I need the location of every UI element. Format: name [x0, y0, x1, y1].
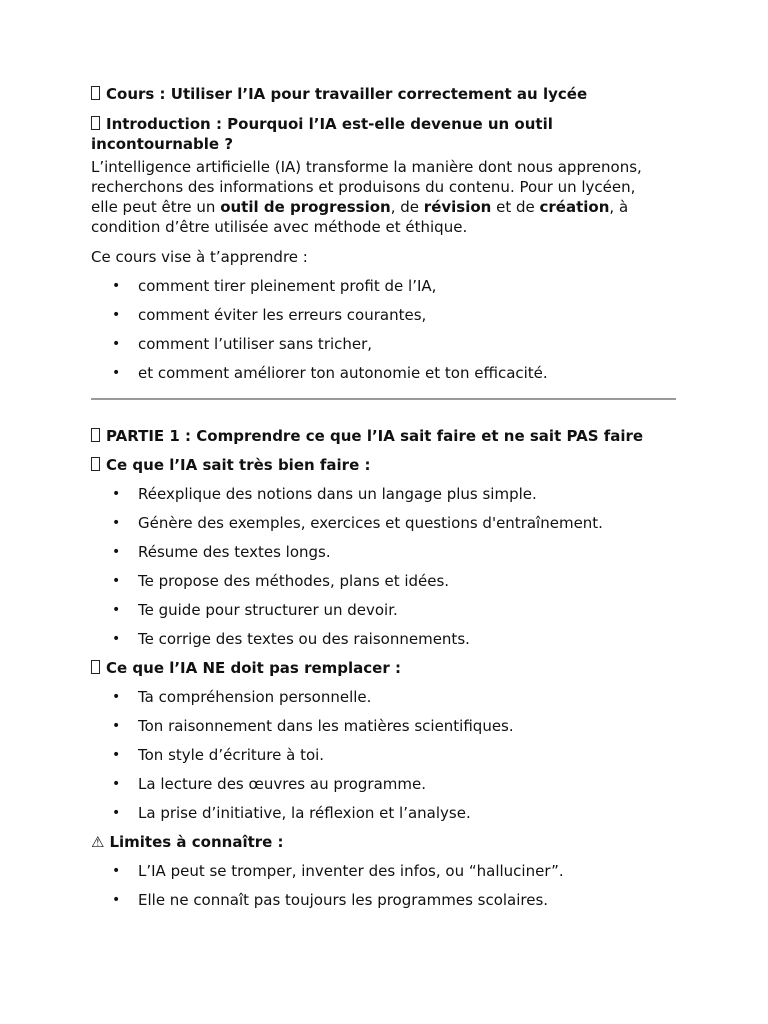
part1-heading — [91, 426, 681, 446]
warning-icon: ⚠ — [91, 833, 105, 851]
limits-list — [91, 861, 681, 910]
list-item: • comment tirer pleinement profit de l’IA, — [91, 276, 681, 296]
limits-heading-text: Limites à connaître : — [109, 833, 284, 851]
list-item: • comment l’utiliser sans tricher, — [91, 334, 681, 354]
cannot-list — [91, 687, 681, 823]
list-item: • Ton raisonnement dans les matières scientifiques. — [91, 716, 681, 736]
course-title-text: Cours : Utiliser l’IA pour travailler correctement au lycée — [106, 85, 588, 103]
can-do-heading — [91, 455, 681, 475]
intro-bold-revision: révision — [423, 198, 492, 216]
cannot-heading — [91, 658, 681, 678]
can-do-list — [91, 484, 681, 649]
list-item: • Elle ne connaît pas toujours les programmes scolaires. — [91, 890, 681, 910]
course-title — [91, 84, 681, 104]
list-item: • Te guide pour structurer un devoir. — [91, 600, 681, 620]
missing-glyph-icon — [91, 116, 100, 130]
list-item: • Réexplique des notions dans un langage plus simple. — [91, 484, 681, 504]
intro-paragraph-line-3 — [91, 197, 681, 217]
missing-glyph-icon — [91, 428, 100, 442]
missing-glyph-icon — [91, 457, 100, 471]
intro-heading-text-1: Introduction : Pourquoi l’IA est-elle devenue un outil — [106, 115, 553, 133]
intro-bold-progression: outil de progression — [220, 198, 391, 216]
cannot-heading-text: Ce que l’IA NE doit pas remplacer : — [106, 659, 401, 677]
list-item: • comment éviter les erreurs courantes, — [91, 305, 681, 325]
intro-heading — [91, 114, 681, 154]
intro-text-segment: , à — [609, 198, 629, 216]
list-item: • Ton style d’écriture à toi. — [91, 745, 681, 765]
list-item: • et comment améliorer ton autonomie et ton efficacité. — [91, 363, 681, 383]
intro-text-segment: et de — [491, 198, 540, 216]
intro-lead-in: Ce cours vise à t’apprendre : — [91, 248, 308, 266]
intro-heading-line-1 — [91, 114, 681, 134]
limits-heading — [91, 832, 681, 852]
intro-heading-line-2: incontournable ? — [91, 135, 234, 153]
list-item: • Ta compréhension personnelle. — [91, 687, 681, 707]
list-item: • Génère des exemples, exercices et questions d'entraînement. — [91, 513, 681, 533]
list-item: • La prise d’initiative, la réflexion et l’analyse. — [91, 803, 681, 823]
intro-goals-list — [91, 276, 681, 383]
part1-section — [91, 426, 681, 910]
missing-glyph-icon — [91, 86, 100, 100]
intro-paragraph-line-1: L’intelligence artificielle (IA) transforme la manière dont nous apprenons, — [91, 158, 642, 176]
missing-glyph-icon — [91, 660, 100, 674]
intro-text-segment: elle peut être un — [91, 198, 221, 216]
intro-bold-creation: création — [539, 198, 610, 216]
intro-paragraph-line-4: condition d’être utilisée avec méthode et éthique. — [91, 218, 468, 236]
can-do-heading-text: Ce que l’IA sait très bien faire : — [106, 456, 371, 474]
list-item: • Te corrige des textes ou des raisonnements. — [91, 629, 681, 649]
part1-heading-text: PARTIE 1 : Comprendre ce que l’IA sait faire et ne sait PAS faire — [106, 427, 644, 445]
list-item: • La lecture des œuvres au programme. — [91, 774, 681, 794]
intro-paragraph — [91, 157, 681, 237]
document-page — [91, 84, 681, 383]
intro-text-segment: , de — [390, 198, 424, 216]
list-item: • Te propose des méthodes, plans et idées. — [91, 571, 681, 591]
list-item: • Résume des textes longs. — [91, 542, 681, 562]
intro-paragraph-line-2: recherchons des informations et produisons du contenu. Pour un lycéen, — [91, 178, 636, 196]
section-divider — [91, 398, 676, 400]
list-item: • L’IA peut se tromper, inventer des infos, ou “halluciner”. — [91, 861, 681, 881]
